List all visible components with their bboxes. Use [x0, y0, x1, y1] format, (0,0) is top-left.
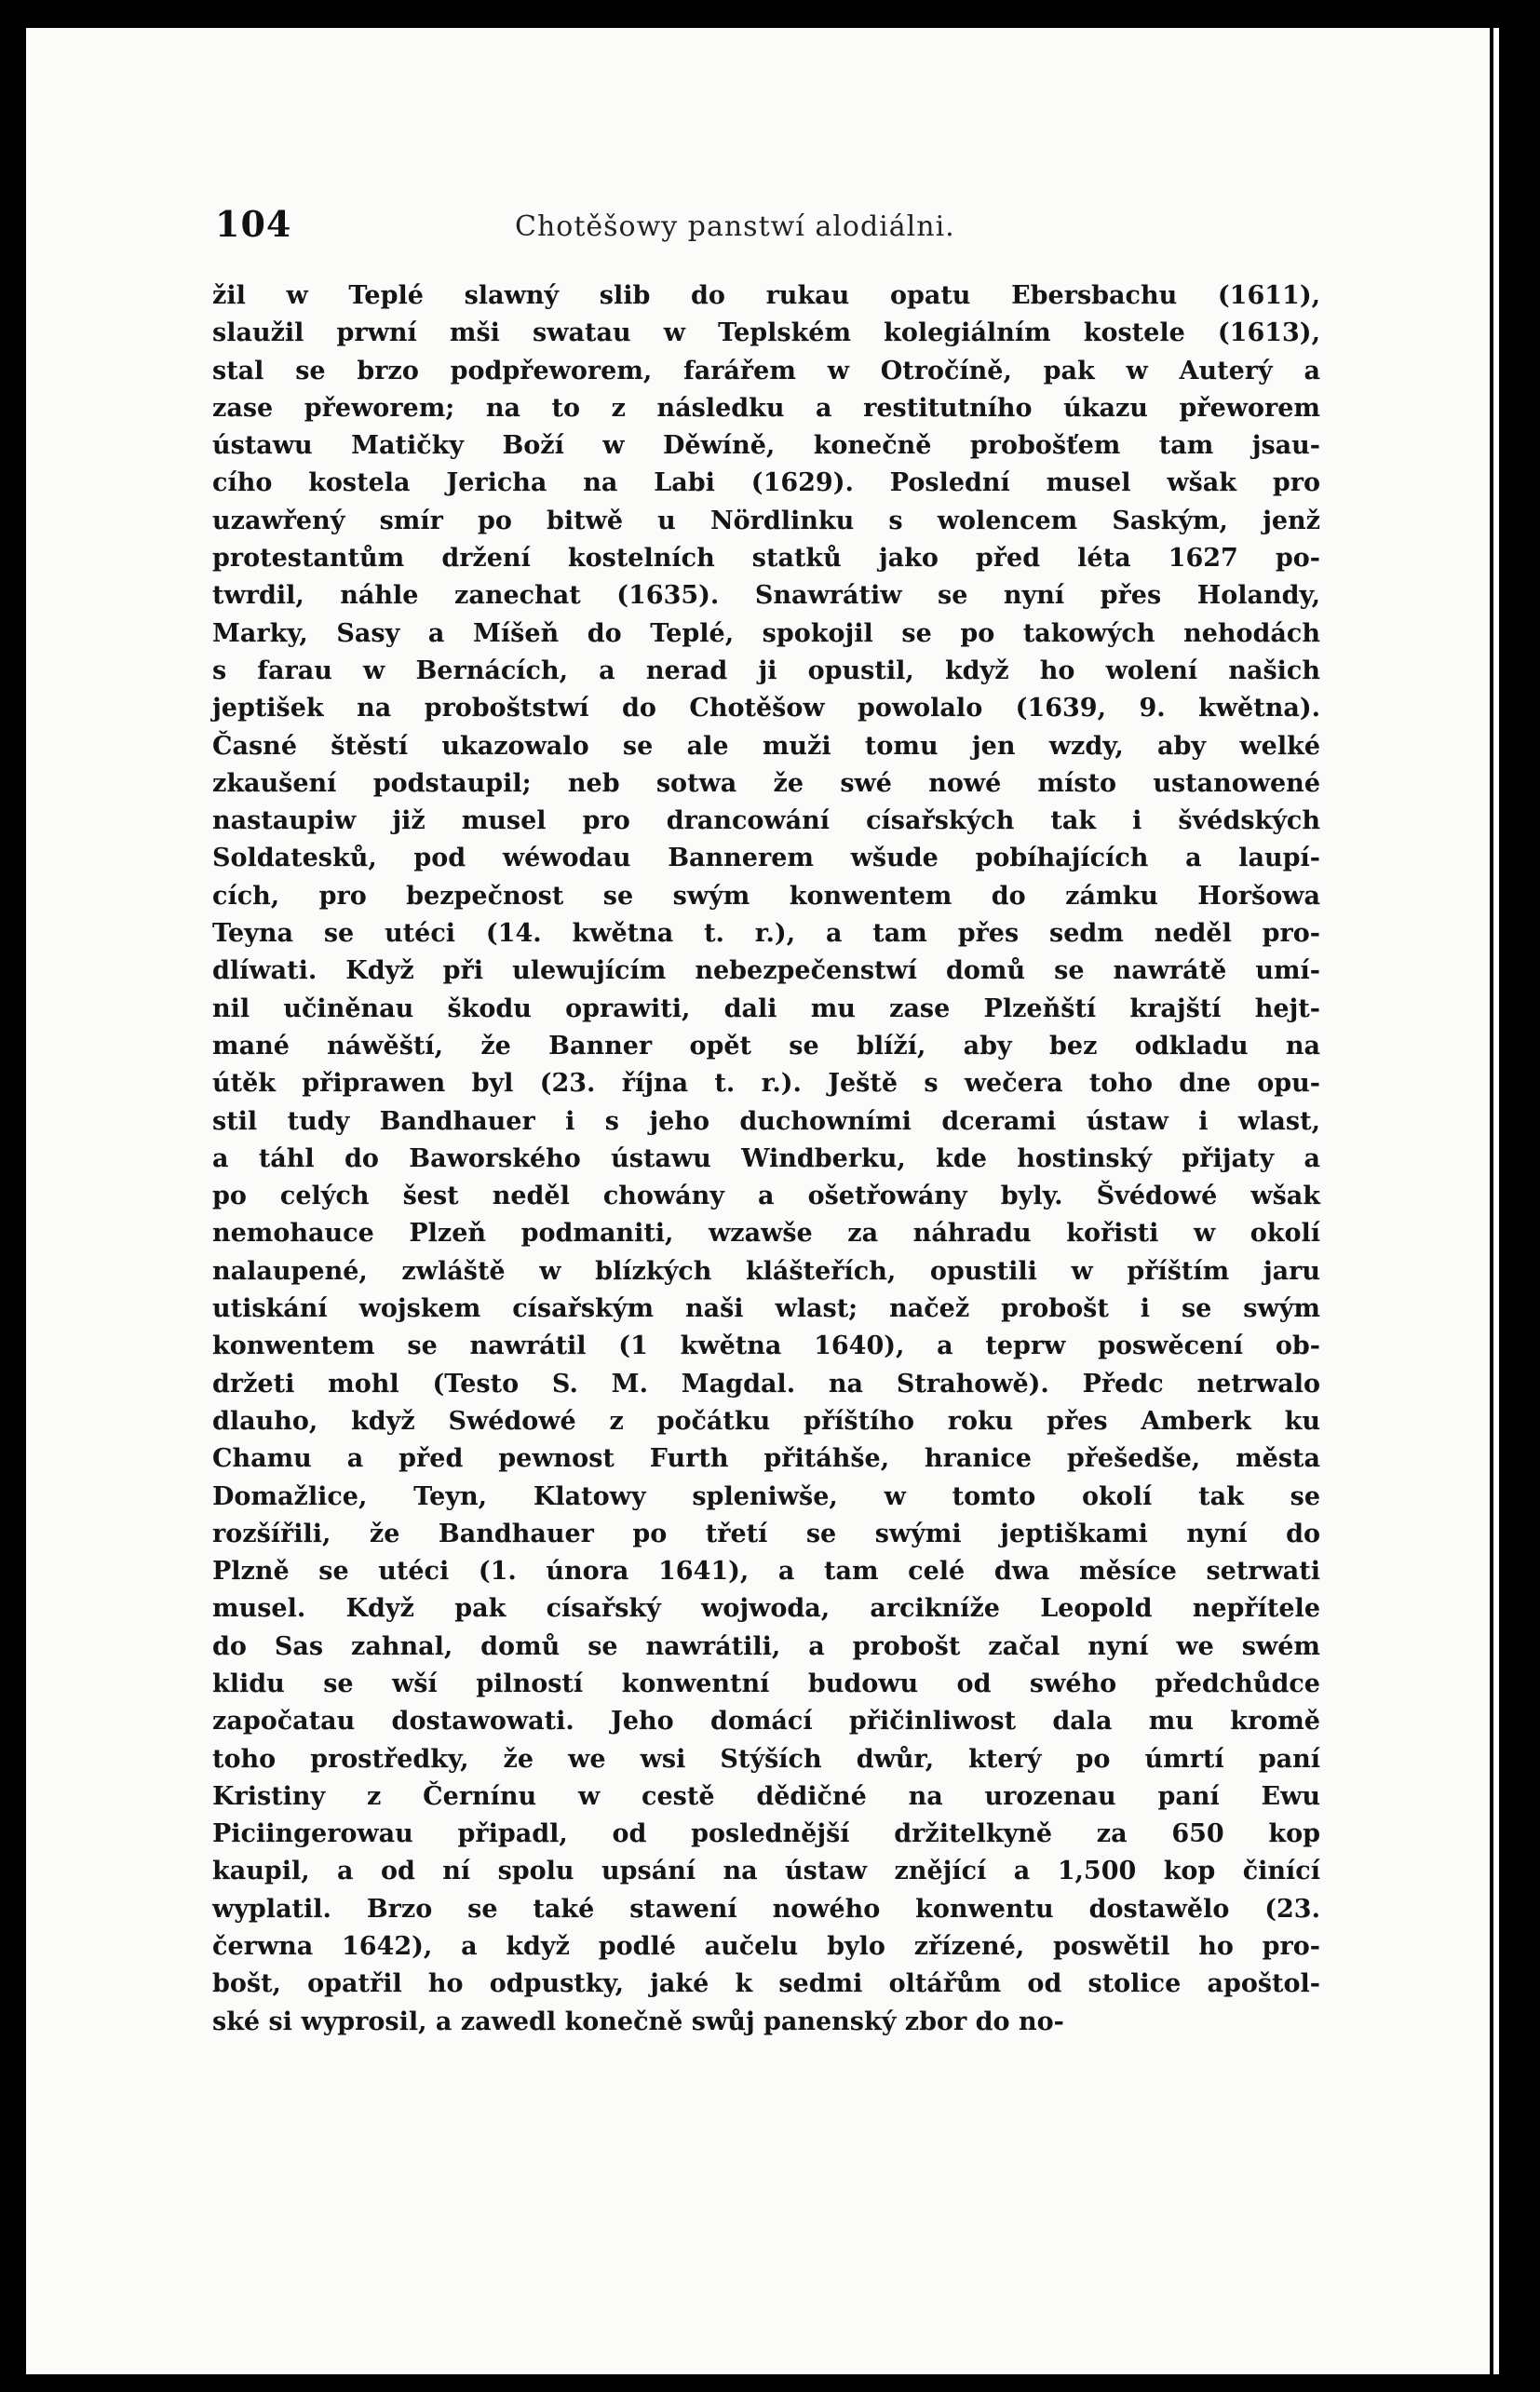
text-line: nalaupené, zwláště w blízkých klášteřích, opustili w příštím jaru	[212, 1256, 1320, 1286]
text-line: toho prostředky, že we wsi Stýších dwůr, který po úmrtí paní	[212, 1744, 1320, 1774]
text-line: konwentem se nawrátil (1 kwětna 1640), a teprw poswěcení ob-	[212, 1331, 1320, 1361]
text-line: twrdil, náhle zanechat (1635). Snawrátiw se nyní přes Holandy,	[212, 581, 1320, 611]
page-edge	[1493, 28, 1499, 2374]
text-line: bošt, opatřil ho odpustky, jaké k sedmi oltářům od stolice apoštol-	[212, 1969, 1320, 1999]
text-line: musel. Když pak císařský wojwoda, arcikníže Leopold nepřítele	[212, 1594, 1320, 1624]
text-line: uzawřený smír po bitwě u Nördlinku s wolencem Saským, jenž	[212, 506, 1320, 535]
text-line: cích, pro bezpečnost se swým konwentem do zámku Horšowa	[212, 881, 1320, 911]
text-line: nemohauce Plzeň podmaniti, wzawše za náhradu kořisti w okolí	[212, 1219, 1320, 1249]
text-line: Plzně se utéci (1. února 1641), a tam celé dwa měsíce setrwati	[212, 1557, 1320, 1587]
text-line: žil w Teplé slawný slib do rukau opatu Ebersbachu (1611),	[212, 281, 1320, 310]
text-line: cího kostela Jericha na Labi (1629). Poslední musel wšak pro	[212, 468, 1320, 498]
text-line: Marky, Sasy a Míšeň do Teplé, spokojil se po takowých nehodách	[212, 618, 1320, 648]
text-line: po celých šest neděl chowány a ošetřowány byly. Švédowé wšak	[212, 1182, 1320, 1211]
text-line: kaupil, a od ní spolu upsání na ústaw znějící a 1,500 kop činící	[212, 1857, 1320, 1886]
text-line: Kristiny z Černínu w cestě dědičné na urozenau paní Ewu	[212, 1781, 1320, 1811]
text-line: dlíwati. Když při ulewujícím nebezpečenstwí domů se nawrátě umí-	[212, 956, 1320, 986]
text-line: jeptišek na proboštstwí do Chotěšow powolalo (1639, 9. kwětna).	[212, 694, 1320, 723]
text-line: zkaušení podstaupil; neb sotwa že swé nowé místo ustanowené	[212, 768, 1320, 798]
text-line: Soldatesků, pod wéwodau Bannerem wšude pobíhajících a laupí-	[212, 844, 1320, 873]
text-line: do Sas zahnal, domů se nawrátili, a probošt začal nyní we swém	[212, 1631, 1320, 1661]
text-line: Piciingerowau připadl, od poslednější držitelkyně za 650 kop	[212, 1819, 1320, 1849]
text-line: klidu se wší pilností konwentní budowu od swého předchůdce	[212, 1669, 1320, 1698]
text-line: Časné štěstí ukazowalo se ale muži tomu jen wzdy, aby welké	[212, 731, 1320, 761]
running-head: Chotěšowy panstwí alodiálni.	[515, 210, 955, 243]
text-line: stil tudy Bandhauer i s jeho duchowními dcerami ústaw i wlast,	[212, 1106, 1320, 1136]
text-line: nastaupiw již musel pro drancowání císařských tak i švédských	[212, 806, 1320, 836]
text-line: ské si wyprosil, a zawedl konečně swůj panenský zbor do no-	[212, 2007, 1064, 2036]
page-number: 104	[215, 203, 292, 245]
text-line: započatau dostawowati. Jeho domácí přičinliwost dala mu kromě	[212, 1707, 1320, 1737]
text-line: utiskání wojskem císařským naši wlast; načež probošt i se swým	[212, 1294, 1320, 1324]
text-line: Chamu a před pewnost Furth přitáhše, hranice přešedše, města	[212, 1444, 1320, 1474]
text-line: protestantům držení kostelních statků jako před léta 1627 po-	[212, 544, 1320, 574]
text-line: stal se brzo podpřeworem, farářem w Otročíně, pak w Auterý a	[212, 356, 1320, 385]
text-line: dlauho, když Swédowé z počátku příštího roku přes Amberk ku	[212, 1406, 1320, 1436]
text-line: a táhl do Baworského ústawu Windberku, kde hostinský přijaty a	[212, 1143, 1320, 1173]
page-header	[187, 203, 960, 246]
text-line: nil učiněnau škodu oprawiti, dali mu zase Plzeňští krajští hejt-	[212, 993, 1320, 1023]
text-line: slaužil prwní mši swatau w Teplském kolegiálním kostele (1613),	[212, 318, 1320, 348]
text-line: držeti mohl (Testo S. M. Magdal. na Strahowě). Předc netrwalo	[212, 1369, 1320, 1399]
text-line: čerwna 1642), a když podlé aučelu bylo zřízené, poswětil ho pro-	[212, 1932, 1320, 1962]
text-line: mané náwěští, že Banner opět se blíží, aby bez odkladu na	[212, 1031, 1320, 1061]
text-line: Teyna se utéci (14. kwětna t. r.), a tam přes sedm neděl pro-	[212, 919, 1320, 949]
text-line: zase přeworem; na to z následku a restitutního úkazu přeworem	[212, 393, 1320, 423]
text-line: wyplatil. Brzo se také stawení nowého konwentu dostawělo (23.	[212, 1894, 1320, 1924]
body-text	[212, 277, 1320, 2041]
text-line: s farau w Bernácích, a nerad ji opustil, když ho wolení našich	[212, 655, 1320, 685]
text-line: rozšířili, že Bandhauer po třetí se swými jeptiškami nyní do	[212, 1519, 1320, 1548]
text-line: ústawu Matičky Boží w Děwíně, konečně probošťem tam jsau-	[212, 431, 1320, 461]
text-line: útěk připrawen byl (23. října t. r.). Ještě s wečera toho dne opu-	[212, 1069, 1320, 1099]
text-line: Domažlice, Teyn, Klatowy spleniwše, w tomto okolí tak se	[212, 1481, 1320, 1511]
